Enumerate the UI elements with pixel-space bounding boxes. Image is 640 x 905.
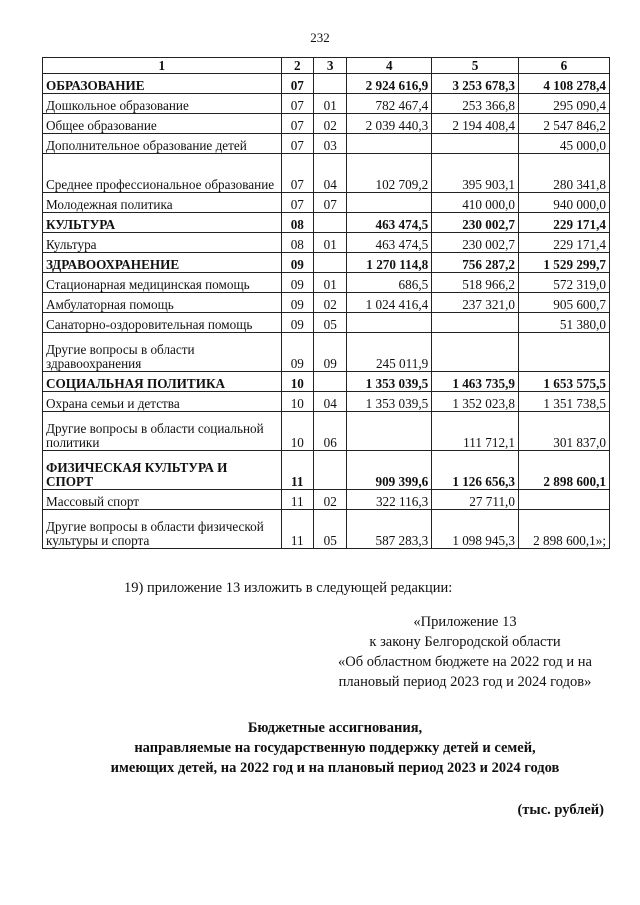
amount-2024-cell: 51 380,0 [518,313,609,333]
table-row [43,253,610,273]
table-row [43,154,610,193]
amount-2023-cell: 2 194 408,4 [432,114,519,134]
amount-2022-cell: 2 924 616,9 [347,74,432,94]
amount-2023-cell [432,134,519,154]
subsection-code-cell: 02 [314,293,347,313]
table-row [43,293,610,313]
amount-2023-cell: 1 463 735,9 [432,372,519,392]
amount-2024-cell [518,490,609,510]
amount-2022-cell: 909 399,6 [347,451,432,490]
header-cell: 6 [518,58,609,74]
subsection-code-cell [314,451,347,490]
amount-2024-cell: 572 319,0 [518,273,609,293]
section-code-cell: 07 [281,94,313,114]
header-cell: 5 [432,58,519,74]
section-code-cell: 07 [281,114,313,134]
amount-2022-cell: 1 353 039,5 [347,392,432,412]
appendix-line: «Приложение 13 [413,614,517,630]
section-code-cell: 07 [281,134,313,154]
heading-line: Бюджетные ассигнования, [247,720,423,736]
section-code-cell: 09 [281,273,313,293]
amount-2022-cell: 1 270 114,8 [347,253,432,273]
header-cell: 2 [281,58,313,74]
subsection-code-cell: 01 [314,273,347,293]
section-code-cell: 07 [281,193,313,213]
section-code-cell: 09 [281,253,313,273]
section-code-cell: 10 [281,392,313,412]
row-name-cell: Другие вопросы в области здравоохранения [43,333,282,372]
section-code-cell: 07 [281,154,313,193]
row-name-cell: Амбулаторная помощь [43,293,282,313]
row-name-cell: ОБРАЗОВАНИЕ [43,74,282,94]
amount-2022-cell: 587 283,3 [347,510,432,549]
amount-2023-cell: 1 126 656,3 [432,451,519,490]
subsection-code-cell: 03 [314,134,347,154]
subsection-code-cell: 06 [314,412,347,451]
row-name-cell: КУЛЬТУРА [43,213,282,233]
table-row [43,213,610,233]
amount-2022-cell [347,313,432,333]
heading-line: направляемые на государственную поддержку детей и семей, [134,740,536,756]
row-name-cell: Стационарная медицинская помощь [43,273,282,293]
table-row [43,74,610,94]
amount-2023-cell [432,333,519,372]
amount-2023-cell: 27 711,0 [432,490,519,510]
amount-2024-cell: 1 351 738,5 [518,392,609,412]
amount-2024-cell: 45 000,0 [518,134,609,154]
row-name-cell: Дополнительное образование детей [43,134,282,154]
amount-2023-cell: 111 712,1 [432,412,519,451]
amount-2022-cell: 322 116,3 [347,490,432,510]
section-code-cell: 11 [281,490,313,510]
section-code-cell: 10 [281,372,313,392]
section-code-cell: 09 [281,333,313,372]
amount-2024-cell: 905 600,7 [518,293,609,313]
appendix-line: «Об областном бюджете на 2022 год и на [338,654,592,670]
amount-2023-cell [432,313,519,333]
table-row [43,313,610,333]
row-name-cell: Молодежная политика [43,193,282,213]
header-cell: 4 [347,58,432,74]
amount-2023-cell: 756 287,2 [432,253,519,273]
amount-2022-cell: 1 353 039,5 [347,372,432,392]
appendix-reference [320,612,610,692]
amount-2024-cell [518,333,609,372]
amount-2022-cell: 1 024 416,4 [347,293,432,313]
amount-2023-cell: 410 000,0 [432,193,519,213]
row-name-cell: СОЦИАЛЬНАЯ ПОЛИТИКА [43,372,282,392]
amount-2022-cell: 463 474,5 [347,233,432,253]
amount-2022-cell [347,134,432,154]
amount-2023-cell: 518 966,2 [432,273,519,293]
row-name-cell: ЗДРАВООХРАНЕНИЕ [43,253,282,273]
amount-2024-cell: 229 171,4 [518,233,609,253]
amount-2024-cell: 229 171,4 [518,213,609,233]
row-name-cell: Общее образование [43,114,282,134]
appendix-line: плановый период 2023 год и 2024 годов» [338,674,592,690]
appendix-line: к закону Белгородской области [369,634,561,650]
section-code-cell: 08 [281,213,313,233]
subsection-code-cell [314,372,347,392]
amount-2023-cell: 395 903,1 [432,154,519,193]
amount-2022-cell: 102 709,2 [347,154,432,193]
instruction-text: 19) приложение 13 изложить в следующей редакции: [124,580,453,596]
amount-2024-cell: 2 898 600,1»; [518,510,609,549]
amount-2024-cell: 2 547 846,2 [518,114,609,134]
page-number: 232 [310,30,330,45]
amount-2024-cell: 295 090,4 [518,94,609,114]
amount-2024-cell: 2 898 600,1 [518,451,609,490]
amount-2023-cell: 237 321,0 [432,293,519,313]
amount-2023-cell: 230 002,7 [432,233,519,253]
amount-2022-cell: 782 467,4 [347,94,432,114]
subsection-code-cell [314,253,347,273]
table-row [43,372,610,392]
table-row [43,392,610,412]
amount-2023-cell: 1 352 023,8 [432,392,519,412]
amount-2022-cell: 463 474,5 [347,213,432,233]
subsection-code-cell: 04 [314,154,347,193]
amount-2022-cell [347,412,432,451]
amount-2024-cell: 1 529 299,7 [518,253,609,273]
table-row [43,114,610,134]
section-code-cell: 11 [281,451,313,490]
table-row [43,233,610,253]
section-code-cell: 07 [281,74,313,94]
subsection-code-cell [314,213,347,233]
table-row [43,451,610,490]
amount-2024-cell: 301 837,0 [518,412,609,451]
units-label: (тыс. рублей) [517,802,604,818]
table-row [43,412,610,451]
subsection-code-cell: 01 [314,94,347,114]
subsection-code-cell: 07 [314,193,347,213]
row-name-cell: Санаторно-оздоровительная помощь [43,313,282,333]
document-heading [40,718,630,778]
amount-2024-cell: 1 653 575,5 [518,372,609,392]
subsection-code-cell: 02 [314,490,347,510]
amount-2023-cell: 253 366,8 [432,94,519,114]
section-code-cell: 08 [281,233,313,253]
amount-2022-cell: 686,5 [347,273,432,293]
subsection-code-cell [314,74,347,94]
amount-2023-cell: 230 002,7 [432,213,519,233]
amount-2023-cell: 3 253 678,3 [432,74,519,94]
row-name-cell: Массовый спорт [43,490,282,510]
subsection-code-cell: 04 [314,392,347,412]
row-name-cell: ФИЗИЧЕСКАЯ КУЛЬТУРА И СПОРТ [43,451,282,490]
amount-2024-cell: 280 341,8 [518,154,609,193]
row-name-cell: Другие вопросы в области социальной политики [43,412,282,451]
amount-2024-cell: 4 108 278,4 [518,74,609,94]
amount-2022-cell: 245 011,9 [347,333,432,372]
section-code-cell: 09 [281,313,313,333]
table-row [43,273,610,293]
heading-line: имеющих детей, на 2022 год и на плановый период 2023 и 2024 годов [110,760,560,776]
table-row [43,94,610,114]
table-row [43,333,610,372]
amount-2023-cell: 1 098 945,3 [432,510,519,549]
row-name-cell: Среднее профессиональное образование [43,154,282,193]
table-row [43,510,610,549]
budget-table [42,57,610,549]
subsection-code-cell: 02 [314,114,347,134]
amount-2022-cell: 2 039 440,3 [347,114,432,134]
row-name-cell: Охрана семьи и детства [43,392,282,412]
row-name-cell: Другие вопросы в области физической культуры и спорта [43,510,282,549]
table-row [43,193,610,213]
subsection-code-cell: 05 [314,510,347,549]
amount-2024-cell: 940 000,0 [518,193,609,213]
subsection-code-cell: 09 [314,333,347,372]
header-cell: 3 [314,58,347,74]
section-code-cell: 10 [281,412,313,451]
subsection-code-cell: 01 [314,233,347,253]
table-row [43,490,610,510]
section-code-cell: 09 [281,293,313,313]
row-name-cell: Культура [43,233,282,253]
row-name-cell: Дошкольное образование [43,94,282,114]
amount-2022-cell [347,193,432,213]
header-cell: 1 [43,58,282,74]
table-row [43,134,610,154]
section-code-cell: 11 [281,510,313,549]
table-header-row [43,58,610,74]
subsection-code-cell: 05 [314,313,347,333]
